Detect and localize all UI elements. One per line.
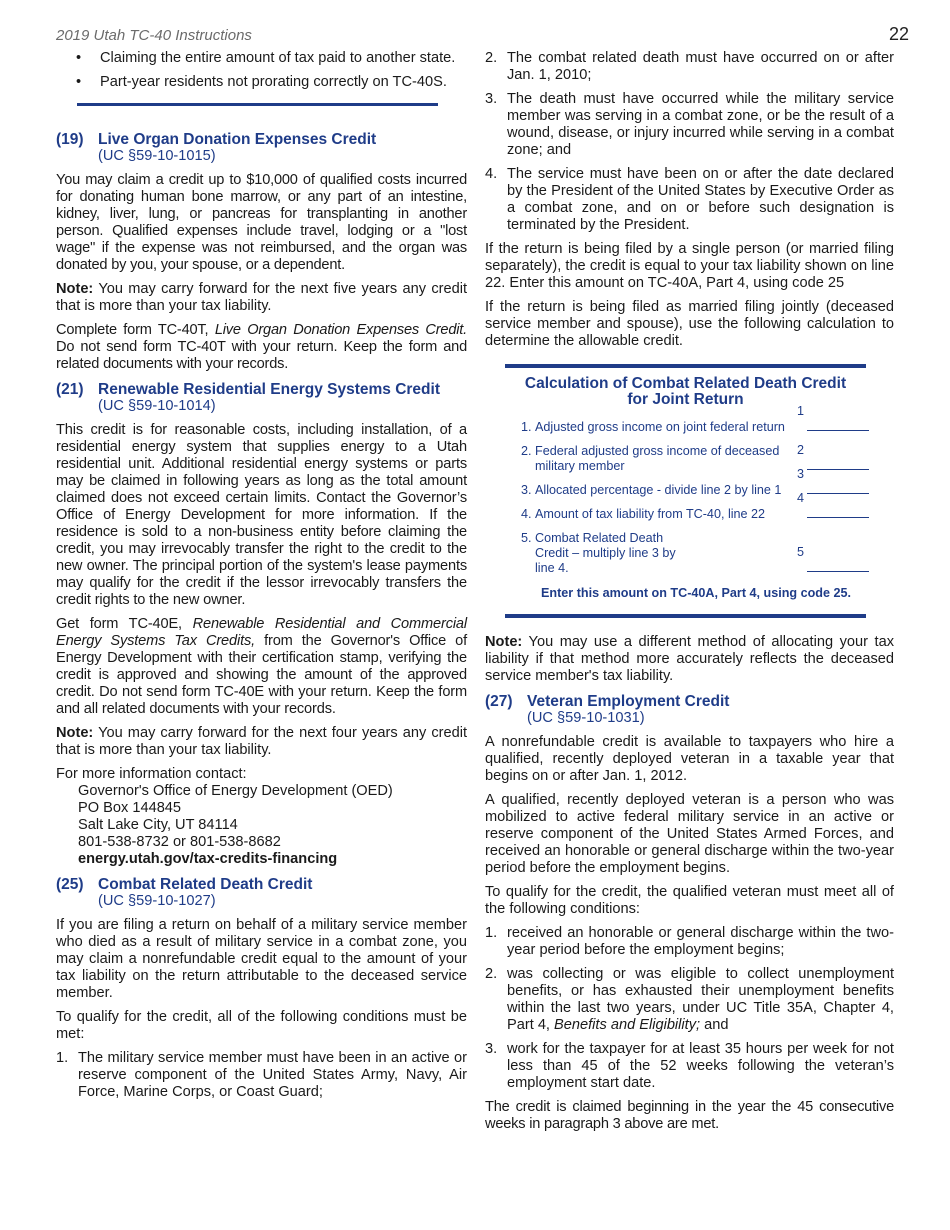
list-item: • Part-year residents not prorating correctly on TC-40S.	[76, 74, 447, 90]
list-item: 2. The combat related death must have occurred on or after Jan. 1, 2010;	[485, 50, 894, 83]
calc-row: 4. Amount of tax liability from TC-40, line 22 4	[521, 507, 866, 522]
paragraph: If the return is being filed as married filing jointly (deceased service member and spouse), use the following calculation to determine the allowable credit.	[485, 299, 894, 349]
contact-website-link[interactable]: energy.utah.gov/tax-credits-financing	[78, 851, 338, 867]
paragraph: Get form TC-40E, Renewable Residential and Commercial Energy Systems Tax Credits, from the Governor's Office of Energy Development with their certification stamp, verifying the credit is approved and showing the amount of the approved credit. Do not send form TC-40E with your return. Keep the form and all related documents with your records.	[56, 616, 467, 717]
calc-row: 1. Adjusted gross income on joint federal return 1	[521, 420, 866, 435]
paragraph: Complete form TC-40T, Live Organ Donation Expenses Credit. Do not send form TC-40T with your return. Keep the form and related documents with your records.	[56, 322, 468, 372]
section-heading-21: (21) Renewable Residential Energy Systems Credit	[56, 381, 440, 398]
section-heading-25: (25) Combat Related Death Credit	[56, 876, 313, 893]
paragraph: A qualified, recently deployed veteran is a person who was mobilized to active federal military service in an active or reserve component of the United States Armed Forces, and received an honorable or general discharge within the two-year period before the employment begins.	[485, 792, 894, 876]
paragraph: You may claim a credit up to $10,000 of qualified costs incurred for donating human bone marrow, or any part of an intestine, kidney, liver, lung, or pancreas for transplanting in another person. Qualified expenses include travel, lodging or a "lost wage" if the expense was not reimbursed, and the organ was donated by you, your spouse, or a dependent.	[56, 172, 467, 273]
conditions-list-continued	[485, 50, 894, 234]
section-citation: (UC §59-10-1014)	[98, 398, 216, 414]
section-citation: (UC §59-10-1015)	[98, 148, 216, 164]
conditions-list	[56, 1050, 467, 1101]
contact-block: For more information contact: Governor's Office of Energy Development (OED) PO Box 144845 Salt Lake City, UT 84114 801-538-8732 or 801-538-8682 energy.utah.gov/tax-credits-financing	[56, 766, 467, 868]
section-citation: (UC §59-10-1031)	[527, 710, 645, 726]
list-item: 3. work for the taxpayer for at least 35 hours per week for not less than 45 of the 52 weeks following the veteran’s employment start date.	[485, 1041, 894, 1091]
right-column	[485, 50, 894, 1140]
page-number: 22	[889, 24, 910, 44]
list-item: 1. The military service member must have been in an active or reserve component of the United States Army, Navy, Air Force, Marine Corps, or Coast Guard;	[56, 1050, 467, 1100]
paragraph: To qualify for the credit, the qualified veteran must meet all of the following conditions:	[485, 884, 894, 917]
calc-row: 5. Combat Related Death Credit – multiply line 3 by line 4. 5	[521, 531, 866, 576]
paragraph: To qualify for the credit, all of the following conditions must be met:	[56, 1009, 467, 1042]
note: Note: You may carry forward for the next four years any credit that is more than your tax liability.	[56, 725, 467, 758]
list-item: 3. The death must have occurred while the military service member was serving in a combat zone, or be the result of a wound, disease, or injury incurred while serving in a combat zone; and	[485, 91, 894, 158]
paragraph: If the return is being filed by a single person (or married filing separately), the credit is equal to your tax liability shown on line 22. Enter this amount on TC-40A, Part 4, using code 25	[485, 241, 894, 291]
calculation-title: Calculation of Combat Related Death Credit for Joint Return	[524, 375, 847, 408]
calc-row: 2. Federal adjusted gross income of deceased military member 2	[521, 444, 866, 474]
section-citation: (UC §59-10-1027)	[98, 893, 216, 909]
section-heading-27: (27) Veteran Employment Credit	[485, 693, 730, 710]
list-item: • Claiming the entire amount of tax paid to another state.	[76, 50, 456, 66]
calculation-footer: Enter this amount on TC-40A, Part 4, using code 25.	[541, 586, 851, 600]
list-item: 4. The service must have been on or after the date declared by the President of the United States by Executive Order as a combat zone, and on or before such designation is terminated by the President.	[485, 166, 894, 233]
list-item: 2. was collecting or was eligible to collect unemployment benefits, or has exhausted their unemployment benefits within the last two years, under UC Title 35A, Chapter 4, Part 4, Benefits and Eligibility; and	[485, 966, 894, 1033]
paragraph: This credit is for reasonable costs, including installation, of a residential energy system that supplies energy to a Utah residential unit. Additional residential energy systems or parts may be claimed in following years as long as the total amount claimed does not exceed certain limits. Contact the Governor’s Office of Energy Development for more information. If the residence is sold to a non-business entity before claiming the credit, you may irrevocably transfer the right to the credit to the new owner. The principal portion of the system's lease payments may qualify for the credit if the lessor irrevocably transfers the credit rights to the new owner.	[56, 422, 467, 608]
document-header-title: 2019 Utah TC-40 Instructions	[56, 27, 252, 44]
paragraph: If you are filing a return on behalf of a military service member who died as a result of military service in a combat zone, you may claim a nonrefundable credit equal to the amount of your tax liability on the return attributable to the deceased service member.	[56, 917, 467, 1001]
bullet-icon: •	[76, 74, 82, 90]
list-item: 1. received an honorable or general discharge within the two-year period before the employment begins;	[485, 925, 894, 958]
note: Note: You may carry forward for the next five years any credit that is more than your tax liability.	[56, 281, 467, 314]
left-column	[56, 50, 467, 1108]
paragraph: A nonrefundable credit is available to taxpayers who hire a qualified, recently deployed veteran in a taxable year that begins on or after Jan. 1, 2012.	[485, 734, 894, 784]
calc-row: 3. Allocated percentage - divide line 2 by line 1 3	[521, 483, 866, 498]
entry-line[interactable]	[807, 419, 869, 431]
section-heading-19: (19) Live Organ Donation Expenses Credit	[56, 131, 377, 148]
bullet-list	[56, 50, 467, 91]
combat-credit-calculation-box	[505, 364, 866, 618]
bullet-icon: •	[76, 50, 82, 66]
paragraph: The credit is claimed beginning in the year the 45 consecutive weeks in paragraph 3 above are met.	[485, 1099, 894, 1132]
veteran-conditions-list	[485, 925, 894, 1092]
entry-line[interactable]	[807, 560, 869, 572]
note: Note: You may use a different method of allocating your tax liability if that method more accurately reflects the deceased service member's tax liability.	[485, 634, 894, 684]
entry-line[interactable]	[807, 506, 869, 518]
